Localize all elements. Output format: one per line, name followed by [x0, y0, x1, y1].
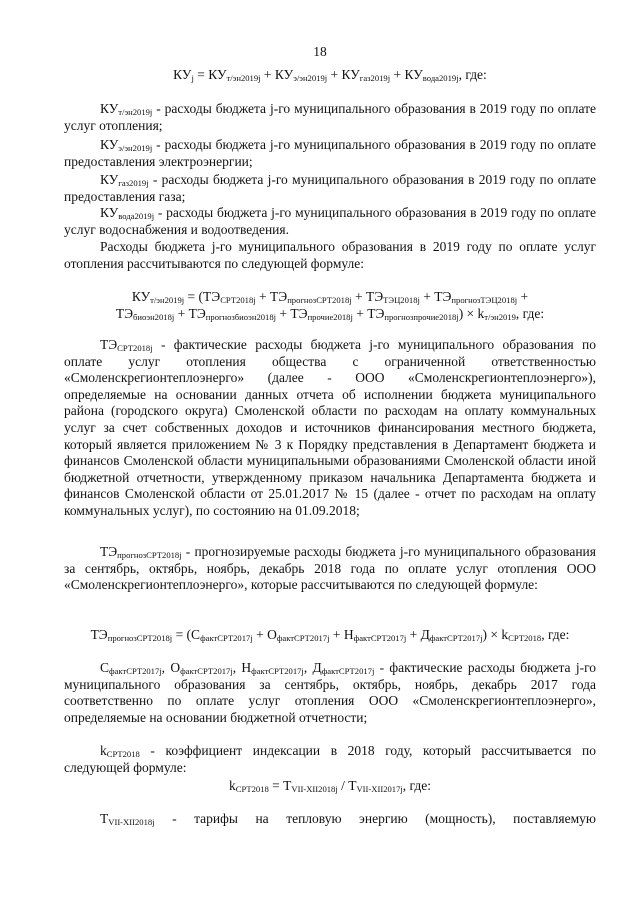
definition-tariff: $Т_{VII-XII2018j}$ - тарифы на тепловую энергию (мощность), поставляемую — [100, 811, 596, 827]
definition-ku-electricity: $КУ_{э/эн2019j}$ - расходы бюджета j-го муниципального образования в 2019 году по оплате предоставления электроэнергии; — [64, 137, 596, 169]
definition-ku-gas: $КУ_{газ2019j}$ - расходы бюджета j-го муниципального образования в 2019 году по оплате предоставления газа; — [64, 172, 596, 204]
formula-heating-line-2: $ТЭ_{биоэн2018j} + ТЭ_{прогнозбиоэн2018j} + ТЭ_{прочие2018j} + ТЭ_{прогнозпрочие2018j}) \times k_{т/эн2019}$, где: — [115, 306, 545, 322]
definition-te-srt: $ТЭ_{СРТ2018j}$ - фактические расходы бюджета j-го муниципального образования по оплате услуг отопления общества с ограниченной ответственностью «Смоленскрегионтеплоэнерго» (далее - ООО «Смоленскрегионтеплоэнерго»), определяемые на основании данных отчета об исполнении бюджета муниципального района (городского округа) Смоленской области по расходам на оплату коммунальных услуг за счет собственных доходов и источников финансирования местного бюджета, который является приложением № 3 к Порядку представления в Департамент бюджета и финансов Смоленской области муниципальными образованиями Смоленской области иной бюджетной отчетности, утвержденному приказом начальника Департамента бюджета и финансов Смоленской области от 25.01.2017 № 15 (далее - отчет по расходам на оплату коммунальных услуг), по состоянию на 01.09.2018; — [64, 337, 596, 518]
definition-k-srt: $k_{СРТ2018}$ - коэффициент индексации в 2018 году, который рассчитывается по следующей формуле: — [64, 743, 596, 775]
formula-heating-line-1: $КУ_{т/эн2019j} = (ТЭ_{СРТ2018j} + ТЭ_{прогнозСРТ2018j} + ТЭ_{ТЭЦ2018j} + ТЭ_{прогнозТЭЦ2018j}$ + — [131, 289, 529, 305]
definition-te-prognoz: $ТЭ_{прогнозСРТ2018j}$ - прогнозируемые расходы бюджета j-го муниципального образования за сентябрь, октябрь, ноябрь, декабрь 2018 года по оплате услуг отопления ООО «Смоленскрегионтеплоэнерго», которые рассчитываются по следующей формуле: — [64, 544, 596, 593]
page-number: 18 — [313, 44, 327, 59]
formula-te-prognoz: $ТЭ_{прогнозСРТ2018j} = (С_{фактСРТ2017j} + О_{фактСРТ2017j} + Н_{фактСРТ2017j} + Д_{фактСРТ2017j}) \times k_{СРТ2018}$, где: — [90, 627, 570, 643]
formula-k-srt: $k_{СРТ2018} = Т_{VII-XII2018j} / Т_{VII-XII2017j}$, где: — [228, 778, 431, 794]
intro-heating-formula: Расходы бюджета j-го муниципального образования в 2019 году по оплате услуг отопления рассчитываются по следующей формуле: — [64, 239, 596, 271]
definition-ku-water: $КУ_{вода2019j}$ - расходы бюджета j-го муниципального образования в 2019 году по оплате услуг водоснабжения и водоотведения. — [64, 205, 596, 237]
formula-ku-total: $КУ_j = КУ_{т/эн2019j} + КУ_{э/эн2019j} + КУ_{газ2019j} + КУ_{вода2019j}$, где: — [173, 67, 487, 83]
definition-ku-heating: $КУ_{т/эн2019j}$ - расходы бюджета j-го муниципального образования в 2019 году по оплате услуг отопления; — [64, 101, 596, 133]
definition-monthly-actuals: $С_{фактСРТ2017j}$, $О_{фактСРТ2017j}$, $Н_{фактСРТ2017j}$, $Д_{фактСРТ2017j}$ - фактические расходы бюджета j-го муниципального образования за сентябрь, октябрь, ноябрь, декабрь 2017 года соответственно по оплате услуг отопления ООО «Смоленскрегионтеплоэнерго», определяемые на основании бюджетной отчетности; — [64, 660, 597, 725]
